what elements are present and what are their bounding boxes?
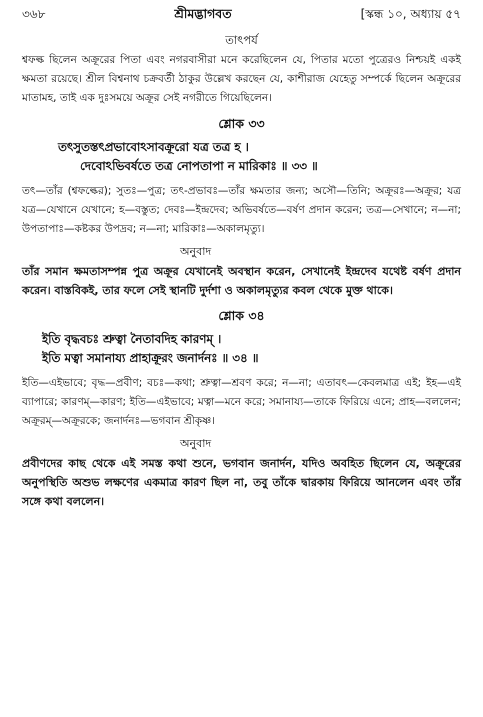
verse-34-text — [22, 330, 461, 368]
verse-33-line-2: দেবোঽভিবর্ষতে তত্র নোপতাপা ন মারিকাঃ ॥ ৩৩ ॥ — [80, 159, 318, 173]
verse-33-text — [22, 138, 461, 176]
verse-33-translation: তাঁর সমান ক্ষমতাসম্পন্ন পুত্র অক্রূর যেখানেই অবস্থান করেন, সেখানেই ইন্দ্রদেব যথেষ্ট বর্ষণ প্রদান করেন। বাস্তবিকই, তার ফলে সেই স্থানটি দুর্দশা ও অকালমৃত্যুর কবল থেকে মুক্ত থাকে। — [22, 265, 461, 297]
verse-34-translation: প্রবীণদের কাছ থেকে এই সমস্ত কথা শুনে, ভগবান জনার্দন, যদিও অবহিত ছিলেন যে, অক্রূরের অনুপস্থিতি অশুভ লক্ষণের একমাত্র কারণ ছিল না, তবু তাঁকে দ্বারকায় ফিরিয়ে আনলেন এবং তাঁর সঙ্গে কথা বললেন। — [22, 457, 461, 508]
purport-text: শ্বফল্ক ছিলেন অক্রূরের পিতা এবং নগরবাসীরা মনে করেছিলেন যে, পিতার মতো পুত্রেরও নিশ্চয়ই একই ক্ষমতা রয়েছে। শ্রীল বিশ্বনাথ চক্রবর্তী ঠাকুর উল্লেখ করছেন যে, কাশীরাজ যেহেতু সম্পর্কে ছিলেন অক্রূরের মাতামহ, তাই এক দুঃসময়ে অক্রূর সেই নগরীতে গিয়েছিলেন। — [22, 54, 461, 104]
page-header — [22, 6, 461, 24]
verse-34-line-1: ইতি বৃদ্ধবচঃ শ্রুত্বা নৈতাবদিহ কারণম্ । — [42, 332, 222, 346]
verse-34-synonyms: ইতি—এইভাবে; বৃদ্ধ—প্রবীণ; বচঃ—কথা; শ্রুত্বা—শ্রবণ করে; ন—না; এতাবৎ—কেবলমাত্র এই; ইহ—এই ব্যাপারে; কারণম্—কারণ; ইতি—এইভাবে; মত্বা—মনে করে; সমানায্য—তাকে ফিরিয়ে এনে; প্রাহ—বললেন; অক্রূরম্—অক্রূরকে; জনার্দনঃ—ভগবান শ্রীকৃষ্ণ। — [22, 377, 461, 427]
verse-34-heading: শ্লোক ৩৪ — [218, 308, 265, 323]
verse-33-translation-heading: অনুবাদ — [180, 245, 212, 258]
purport-heading: তাৎপর্য — [225, 33, 258, 47]
chapter-reference: [স্কন্ধ ১০, অধ্যায় ৫৭ — [360, 7, 461, 21]
page-number: ৩৬৮ — [22, 7, 46, 21]
verse-33-synonyms: তৎ—তাঁর (শ্বফল্কের); সুতঃ—পুত্র; তৎ-প্রভাবঃ—তাঁর ক্ষমতার জন্য; অসৌ—তিনি; অক্রূরঃ—অক্রূর; যত্র যত্র—যেখানে যেখানে; হ—বস্তুত; দেবঃ—ইন্দ্রদেব; অভিবর্ষতে—বর্ষণ প্রদান করেন; তত্র—সেখানে; ন—না; উপতাপাঃ—কষ্টকর উপদ্রব; ন—না; মারিকাঃ—অকালমৃত্যু। — [22, 185, 461, 235]
book-title: শ্রীমদ্ভাগবত — [174, 6, 232, 21]
verse-33-heading: শ্লোক ৩৩ — [218, 116, 265, 131]
verse-34-line-2: ইতি মত্বা সমানায্য প্রাহাক্রূরং জনার্দনঃ ॥ ৩৪ ॥ — [42, 351, 259, 365]
verse-33-line-1: তৎসুতস্তৎপ্রভাবোঽসাবক্রূরো যত্র তত্র হ । — [58, 140, 249, 154]
verse-34-translation-heading: অনুবাদ — [180, 437, 212, 450]
